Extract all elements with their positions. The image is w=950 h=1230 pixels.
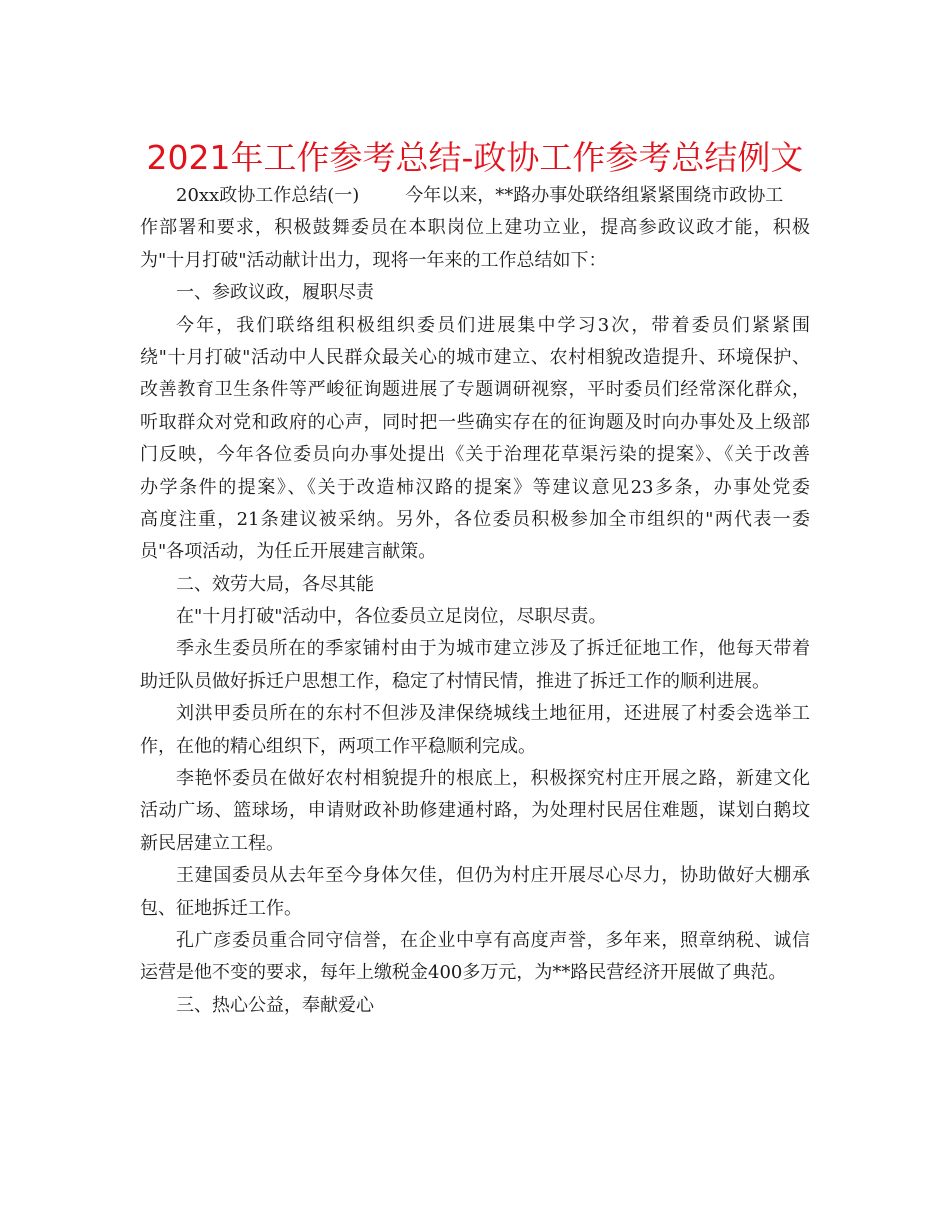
text-line: 包、征地拆迁工作。: [140, 897, 302, 919]
text-line: 绕"十月打破"活动中人民群众最关心的城市建立、农村相貌改造提升、环境保护、: [140, 346, 810, 368]
text-line: 作，在他的精心组织下，两项工作平稳顺利完成。: [140, 735, 536, 757]
text-line: 王建国委员从去年至今身体欠佳，但仍为村庄开展尽心尽力，协助做好大棚承: [176, 865, 810, 887]
text-line: 孔广彦委员重合同守信誉，在企业中享有高度声誉，多年来，照章纳税、诚信: [176, 929, 810, 951]
text-line: 在"十月打破"活动中，各位委员立足岗位，尽职尽责。: [176, 606, 607, 628]
text-line: 新民居建立工程。: [140, 832, 284, 854]
document-title: 2021年工作参考总结-政协工作参考总结例文: [146, 138, 804, 177]
text-line: 办学条件的提案》、《关于改造柿汉路的提案》等建议意见23多条，办事处党委: [140, 476, 810, 498]
text-line: 作部署和要求，积极鼓舞委员在本职岗位上建功立业，提高参政议政才能，积极: [140, 217, 810, 239]
text-line: 改善教育卫生条件等严峻征询题进展了专题调研视察，平时委员们经常深化群众，: [140, 379, 810, 401]
text-line: 活动广场、篮球场，申请财政补助修建通村路，为处理村民居住难题，谋划白鹅坟: [140, 800, 810, 822]
text-line: [140, 180, 810, 212]
section-heading: 三、热心公益，奉献爱心: [176, 994, 374, 1016]
text-line: 刘洪甲委员所在的东村不但涉及津保绕城线土地征用，还进展了村委会选举工: [176, 703, 810, 725]
text-line: 听取群众对党和政府的心声，同时把一些确实存在的征询题及时向办事处及上级部: [140, 411, 810, 433]
document-body: [140, 180, 810, 1022]
text-line: 高度注重，21条建议被采纳。另外，各位委员积极参加全市组织的"两代表一委: [140, 508, 810, 530]
text-line-rest: 今年以来，**路办事处联络组紧紧围绕市政协工: [405, 185, 784, 206]
text-line: 运营是他不变的要求，每年上缴税金400多万元，为**路民营经济开展做了典范。: [140, 962, 787, 984]
text-line: 李艳怀委员在做好农村相貌提升的根底上，积极探究村庄开展之路，新建文化: [176, 768, 810, 790]
text-line-lead: 20xx政协工作总结(一): [176, 185, 360, 206]
text-line: 门反映，今年各位委员向办事处提出《关于治理花草渠污染的提案》、《关于改善: [140, 444, 810, 466]
section-heading: 一、参政议政，履职尽责: [176, 282, 374, 304]
text-line: 助迁队员做好拆迁户思想工作，稳定了村情民情，推进了拆迁工作的顺利进展。: [140, 670, 770, 692]
text-line: 员"各项活动，为任丘开展建言献策。: [140, 541, 437, 563]
text-line: 今年，我们联络组积极组织委员们进展集中学习3次，带着委员们紧紧围: [176, 314, 810, 336]
section-heading: 二、效劳大局，各尽其能: [176, 573, 374, 595]
text-line: 季永生委员所在的季家铺村由于为城市建立涉及了拆迁征地工作，他每天带着: [176, 638, 810, 660]
text-line: 为"十月打破"活动献计出力，现将一年来的工作总结如下：: [140, 249, 607, 271]
